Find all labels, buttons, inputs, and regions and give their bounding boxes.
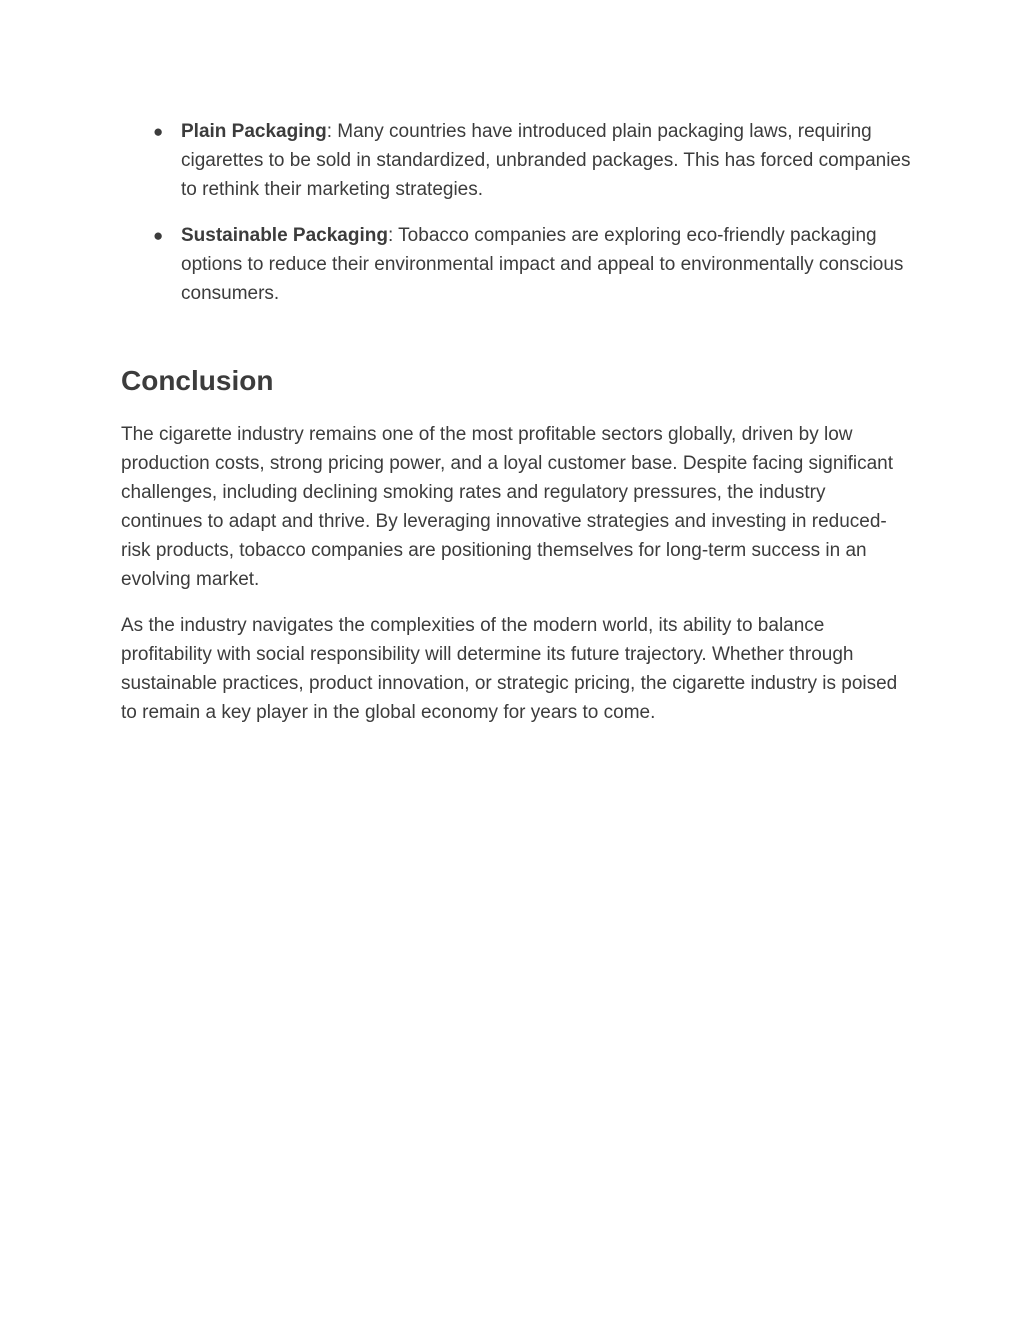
bullet-item-plain-packaging [121,117,911,204]
bullet-term: Plain Packaging [181,121,327,142]
conclusion-paragraph-2: As the industry navigates the complexities of the modern world, its ability to balance profitability with social responsibility will determine its future trajectory. Whether through sustainable practices, product innovation, or strategic pricing, the cigarette industry is poised to remain a key player in the global economy for years to come. [121,615,898,723]
bullet-dot-icon: ● [153,122,164,141]
conclusion-paragraph-1: The cigarette industry remains one of the most profitable sectors globally, driven by low production costs, strong pricing power, and a loyal customer base. Despite facing significant challenges, including declining smoking rates and regulatory pressures, the industry continues to adapt and thrive. By leveraging innovative strategies and investing in reduced-risk products, tobacco companies are positioning themselves for long-term success in an evolving market. [121,424,894,590]
packaging-bullet-list [121,117,911,308]
bullet-text: : Many countries have introduced plain packaging laws, requiring cigarettes to be sold in standardized, unbranded packages. This has forced companies to rethink their marketing strategies. [181,121,911,200]
bullet-term: Sustainable Packaging [181,225,388,246]
bullet-item-sustainable-packaging [121,221,911,308]
bullet-dot-icon: ● [153,226,164,245]
document-page [121,117,911,744]
bullet-text: : Tobacco companies are exploring eco-friendly packaging options to reduce their environmental impact and appeal to environmentally conscious consumers. [181,225,904,304]
conclusion-heading: Conclusion [121,365,274,396]
